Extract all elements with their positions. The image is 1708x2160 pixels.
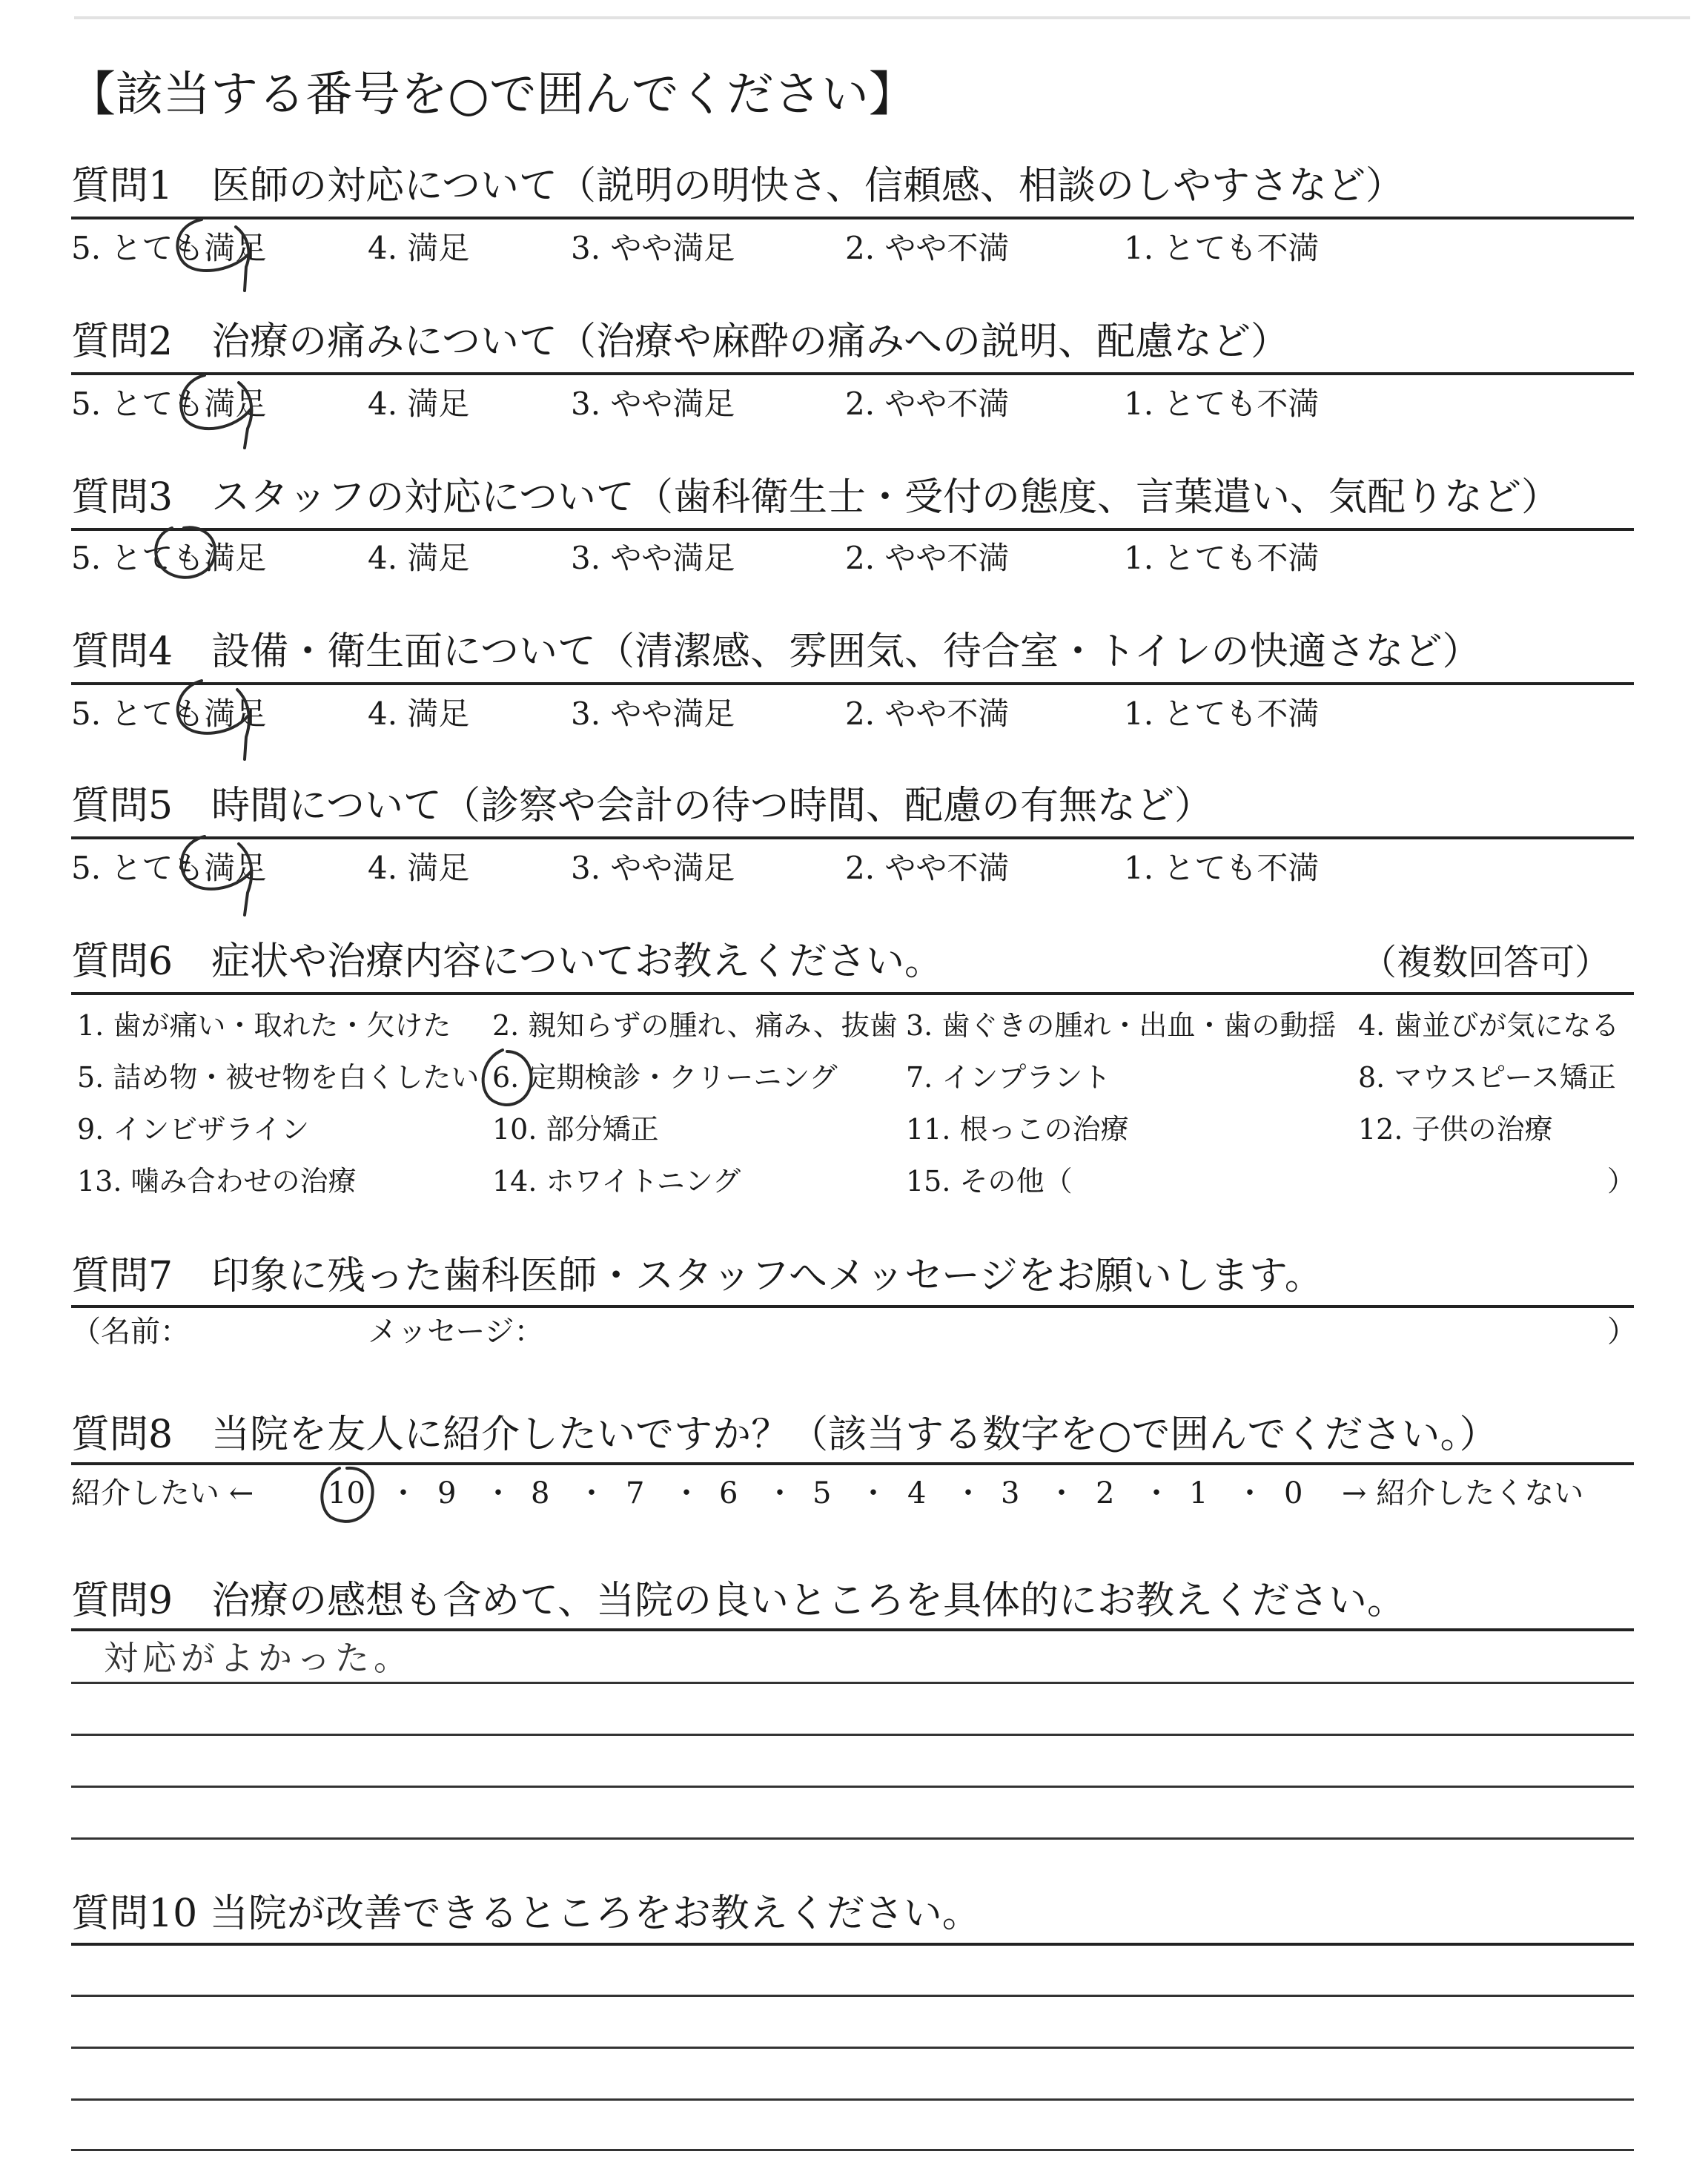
q6-option-7[interactable]: 7. インプラント [906,1061,1111,1094]
q2-circle-mark [181,375,251,448]
q8-score-4[interactable]: 4 [907,1476,927,1510]
q7-close-paren: ） [1607,1315,1637,1349]
q2-option-2[interactable]: 2. やや不満 [845,386,1010,422]
q8-score-6[interactable]: 6 [719,1476,738,1510]
q1-circle-mark [177,219,248,291]
q4-option-5[interactable]: 5. とても満足 [71,696,267,732]
q4-option-3[interactable]: 3. やや満足 [571,696,735,732]
q5-circle-mark [182,836,251,915]
q1-option-2[interactable]: 2. やや不満 [845,230,1010,266]
q5-option-3[interactable]: 3. やや満足 [571,850,735,886]
q2-option-1[interactable]: 1. とても不満 [1124,386,1320,422]
q8-title: 質問8 当院を友人に紹介したいですか？（該当する数字を○で囲んでください。） [71,1413,1498,1457]
q8-score-10-circle-mark [322,1468,372,1522]
q4-circle-mark [178,681,249,759]
q8-separator: ・ [388,1476,418,1510]
q1-option-1[interactable]: 1. とても不満 [1124,230,1320,266]
q5-option-2[interactable]: 2. やや不満 [845,850,1010,886]
q8-separator: ・ [483,1476,513,1510]
q6-multiple-answers-note: （複数回答可） [1361,942,1611,983]
q3-option-3[interactable]: 3. やや満足 [571,540,735,576]
q1-option-5[interactable]: 5. とても満足 [71,230,267,266]
q6-option-3[interactable]: 3. 歯ぐきの腫れ・出血・歯の動揺 [906,1009,1337,1042]
q7-message-label: メッセージ： [368,1315,544,1349]
q8-right-label: → 紹介したくない [1342,1476,1584,1510]
q4-option-1[interactable]: 1. とても不満 [1124,696,1320,732]
q3-title: 質問3 スタッフの対応について（歯科衛生士・受付の態度、言葉遣い、気配りなど） [71,475,1560,520]
q8-separator: ・ [672,1476,701,1510]
q6-option-5[interactable]: 5. 詰め物・被せ物を白くしたい [77,1061,480,1094]
q8-score-5[interactable]: 5 [812,1476,832,1510]
q6-option-10[interactable]: 10. 部分矯正 [492,1113,659,1146]
q8-separator: ・ [858,1476,888,1510]
q6-option-6[interactable]: 6. 定期検診・クリーニング [492,1061,838,1094]
q9-title: 質問9 治療の感想も含めて、当院の良いところを具体的にお教えください。 [71,1579,1406,1623]
q8-separator: ・ [577,1476,606,1510]
q8-score-10[interactable]: 10 [328,1476,365,1510]
q6-option-1[interactable]: 1. 歯が痛い・取れた・欠けた [77,1009,451,1042]
q6-option-9[interactable]: 9. インビザライン [77,1113,310,1146]
q7-name-label: （名前： [71,1315,190,1349]
q7-title: 質問7 印象に残った歯科医師・スタッフへメッセージをお願いします。 [71,1254,1323,1298]
page-heading: 【該当する番号を○で囲んでください】 [68,67,916,122]
q3-circle-mark [156,527,215,577]
q8-score-9[interactable]: 9 [437,1476,457,1510]
q6-option-4[interactable]: 4. 歯並びが気になる [1358,1009,1620,1042]
q5-title: 質問5 時間について（診察や会計の待つ時間、配慮の有無など） [71,784,1214,828]
q8-separator: ・ [1235,1476,1265,1510]
q3-option-1[interactable]: 1. とても不満 [1124,540,1320,576]
q5-option-4[interactable]: 4. 満足 [368,850,470,886]
q8-separator: ・ [1142,1476,1171,1510]
q8-score-2[interactable]: 2 [1096,1476,1115,1510]
q10-title: 質問10 当院が改善できるところをお教えください。 [71,1892,981,1936]
q5-option-5[interactable]: 5. とても満足 [71,850,267,886]
q8-separator: ・ [765,1476,795,1510]
q4-option-4[interactable]: 4. 満足 [368,696,470,732]
q2-option-5[interactable]: 5. とても満足 [71,386,267,422]
q2-title: 質問2 治療の痛みについて（治療や麻酔の痛みへの説明、配慮など） [71,320,1290,364]
q6-option-6-circle-mark [483,1050,532,1105]
q6-title: 質問6 症状や治療内容についてお教えください。 [71,939,944,984]
q6-option-8[interactable]: 8. マウスピース矯正 [1358,1061,1616,1094]
q4-option-2[interactable]: 2. やや不満 [845,696,1010,732]
q4-title: 質問4 設備・衛生面について（清潔感、雰囲気、待合室・トイレの快適さなど） [71,630,1481,674]
q8-score-0[interactable]: 0 [1284,1476,1303,1510]
q8-separator: ・ [953,1476,983,1510]
q8-score-1[interactable]: 1 [1189,1476,1208,1510]
q1-option-4[interactable]: 4. 満足 [368,230,470,266]
q5-option-1[interactable]: 1. とても不満 [1124,850,1320,886]
q8-left-label: 紹介したい ← [71,1476,254,1510]
q6-option-12[interactable]: 12. 子供の治療 [1358,1113,1553,1146]
q1-title: 質問1 医師の対応について（説明の明快さ、信頼感、相談のしやすさなど） [71,164,1404,208]
q8-score-8[interactable]: 8 [531,1476,550,1510]
q3-option-4[interactable]: 4. 満足 [368,540,470,576]
q6-option-13[interactable]: 13. 噛み合わせの治療 [77,1165,357,1198]
q1-option-3[interactable]: 3. やや満足 [571,230,735,266]
q8-score-7[interactable]: 7 [626,1476,645,1510]
q3-option-2[interactable]: 2. やや不満 [845,540,1010,576]
q8-score-3[interactable]: 3 [1001,1476,1020,1510]
q2-option-4[interactable]: 4. 満足 [368,386,470,422]
q2-option-3[interactable]: 3. やや満足 [571,386,735,422]
q6-option-11[interactable]: 11. 根っこの治療 [906,1113,1129,1146]
q8-separator: ・ [1047,1476,1076,1510]
q6-option-15[interactable]: 15. その他（ [906,1165,1073,1198]
q9-handwritten-answer: 対応がよかった。 [104,1638,412,1678]
q6-option-2[interactable]: 2. 親知らずの腫れ、痛み、抜歯 [492,1009,898,1042]
q3-option-5[interactable]: 5. とても満足 [71,540,267,576]
q6-option-14[interactable]: 14. ホワイトニング [492,1165,741,1198]
q6-other-close-paren: ） [1607,1165,1636,1198]
